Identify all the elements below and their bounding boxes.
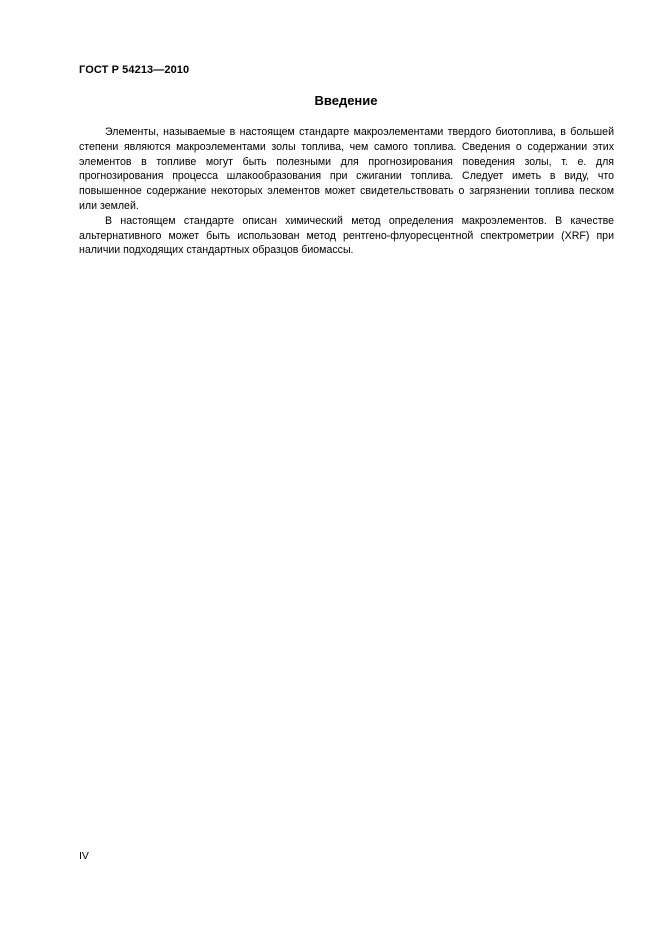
body-text — [79, 125, 614, 258]
section-title: Введение — [314, 93, 378, 108]
document-header: ГОСТ Р 54213—2010 — [79, 64, 190, 76]
paragraph-1: Элементы, называемые в настоящем стандарте макроэлементами твердого биотоплива, в большей степени являются макроэлементами золы топлива, чем самого топлива. Сведения о содержании этих элементов в топливе могут быть полезными для прогнозирования поведения золы, т. е. для прогнозирования процесса шлакообразования при сжигании топлива. Следует иметь в виду, что повышенное содержание некоторых элементов может свидетельствовать о загрязнении топлива песком или землей. — [79, 126, 614, 212]
paragraph-2: В настоящем стандарте описан химический метод определения макроэлементов. В качестве альтернативного может быть использован метод рентгено-флуоресцентной спектрометрии (XRF) при наличии подходящих стандартных образцов биомассы. — [79, 214, 614, 257]
page-number: IV — [79, 850, 89, 862]
